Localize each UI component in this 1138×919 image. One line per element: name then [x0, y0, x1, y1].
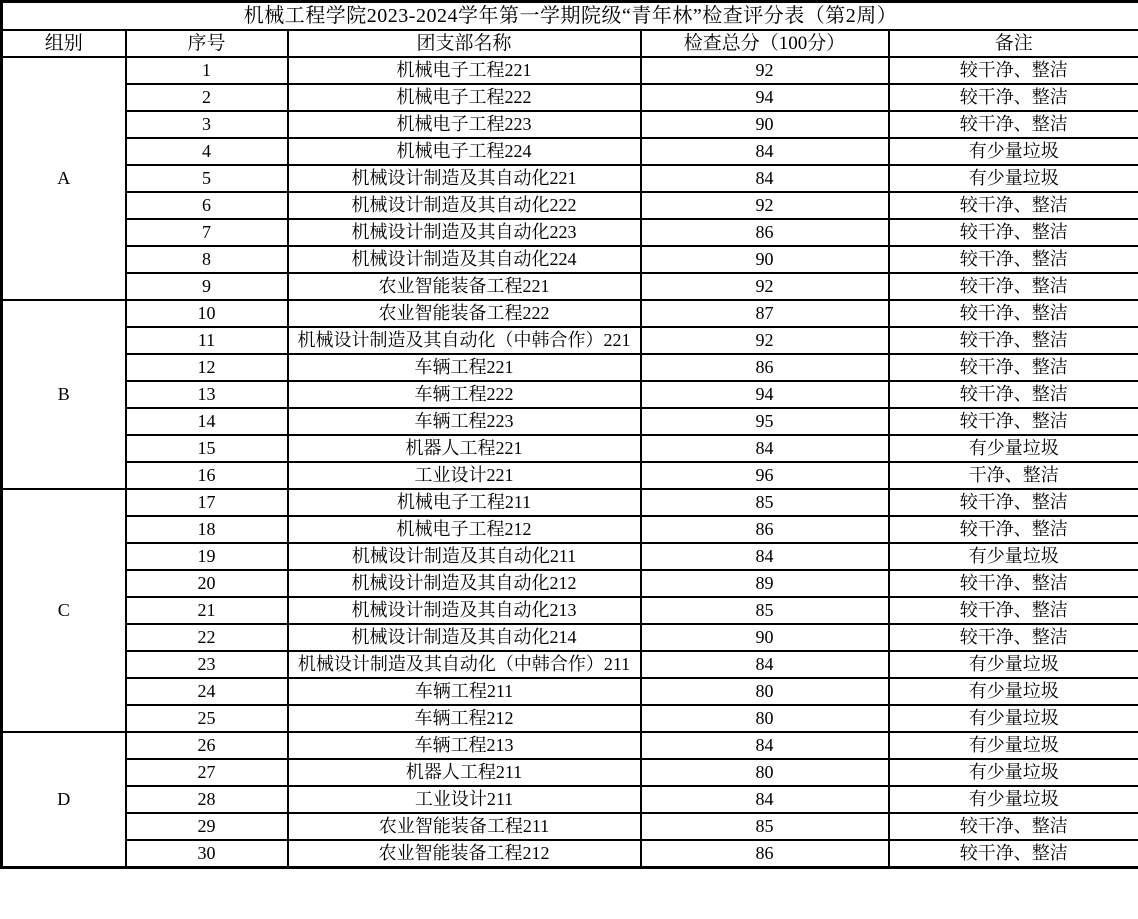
table-row — [2, 111, 1138, 138]
row-number-cell: 20 — [126, 570, 288, 597]
table-row — [2, 354, 1138, 381]
table-row — [2, 219, 1138, 246]
table-row — [2, 165, 1138, 192]
table-row — [2, 300, 1138, 327]
remark-cell: 有少量垃圾 — [889, 786, 1138, 813]
remark-cell: 较干净、整洁 — [889, 840, 1138, 868]
table-row — [2, 813, 1138, 840]
remark-cell: 较干净、整洁 — [889, 246, 1138, 273]
table-row — [2, 732, 1138, 759]
table-row — [2, 786, 1138, 813]
table-row — [2, 327, 1138, 354]
remark-cell: 较干净、整洁 — [889, 597, 1138, 624]
row-number-cell: 14 — [126, 408, 288, 435]
table-header-row — [2, 30, 1138, 57]
table-row — [2, 651, 1138, 678]
remark-cell: 较干净、整洁 — [889, 327, 1138, 354]
score-cell: 84 — [641, 435, 889, 462]
branch-name-cell: 农业智能装备工程211 — [288, 813, 641, 840]
branch-name-cell: 车辆工程223 — [288, 408, 641, 435]
score-cell: 92 — [641, 327, 889, 354]
column-header-branch-name: 团支部名称 — [288, 30, 641, 57]
score-cell: 80 — [641, 759, 889, 786]
row-number-cell: 26 — [126, 732, 288, 759]
score-cell: 94 — [641, 381, 889, 408]
score-cell: 85 — [641, 813, 889, 840]
table-row — [2, 597, 1138, 624]
branch-name-cell: 车辆工程212 — [288, 705, 641, 732]
remark-cell: 较干净、整洁 — [889, 354, 1138, 381]
score-cell: 86 — [641, 840, 889, 868]
table-row — [2, 435, 1138, 462]
remark-cell: 有少量垃圾 — [889, 732, 1138, 759]
score-cell: 85 — [641, 489, 889, 516]
row-number-cell: 4 — [126, 138, 288, 165]
remark-cell: 较干净、整洁 — [889, 408, 1138, 435]
row-number-cell: 24 — [126, 678, 288, 705]
branch-name-cell: 机械设计制造及其自动化222 — [288, 192, 641, 219]
score-cell: 90 — [641, 111, 889, 138]
group-cell: A — [2, 57, 126, 300]
branch-name-cell: 农业智能装备工程212 — [288, 840, 641, 868]
row-number-cell: 22 — [126, 624, 288, 651]
table-row — [2, 381, 1138, 408]
remark-cell: 较干净、整洁 — [889, 570, 1138, 597]
branch-name-cell: 机械设计制造及其自动化213 — [288, 597, 641, 624]
score-cell: 86 — [641, 516, 889, 543]
score-cell: 90 — [641, 624, 889, 651]
remark-cell: 较干净、整洁 — [889, 273, 1138, 300]
remark-cell: 有少量垃圾 — [889, 651, 1138, 678]
score-cell: 84 — [641, 732, 889, 759]
branch-name-cell: 车辆工程211 — [288, 678, 641, 705]
score-cell: 80 — [641, 705, 889, 732]
branch-name-cell: 机械设计制造及其自动化214 — [288, 624, 641, 651]
table-row — [2, 138, 1138, 165]
table-title-row — [2, 2, 1138, 31]
remark-cell: 有少量垃圾 — [889, 678, 1138, 705]
group-cell: B — [2, 300, 126, 489]
remark-cell: 较干净、整洁 — [889, 489, 1138, 516]
remark-cell: 有少量垃圾 — [889, 543, 1138, 570]
table-row — [2, 192, 1138, 219]
remark-cell: 有少量垃圾 — [889, 165, 1138, 192]
score-cell: 85 — [641, 597, 889, 624]
remark-cell: 较干净、整洁 — [889, 219, 1138, 246]
remark-cell: 较干净、整洁 — [889, 624, 1138, 651]
branch-name-cell: 机械电子工程224 — [288, 138, 641, 165]
table-row — [2, 705, 1138, 732]
branch-name-cell: 农业智能装备工程221 — [288, 273, 641, 300]
row-number-cell: 28 — [126, 786, 288, 813]
remark-cell: 较干净、整洁 — [889, 57, 1138, 84]
row-number-cell: 17 — [126, 489, 288, 516]
table-row — [2, 462, 1138, 489]
branch-name-cell: 机械设计制造及其自动化212 — [288, 570, 641, 597]
table-row — [2, 543, 1138, 570]
branch-name-cell: 机械设计制造及其自动化223 — [288, 219, 641, 246]
row-number-cell: 2 — [126, 84, 288, 111]
remark-cell: 较干净、整洁 — [889, 813, 1138, 840]
row-number-cell: 15 — [126, 435, 288, 462]
branch-name-cell: 机械电子工程221 — [288, 57, 641, 84]
branch-name-cell: 机器人工程211 — [288, 759, 641, 786]
column-header-score: 检查总分（100分） — [641, 30, 889, 57]
table-body — [2, 57, 1138, 868]
branch-name-cell: 工业设计221 — [288, 462, 641, 489]
table-row — [2, 678, 1138, 705]
branch-name-cell: 机器人工程221 — [288, 435, 641, 462]
branch-name-cell: 机械电子工程211 — [288, 489, 641, 516]
row-number-cell: 10 — [126, 300, 288, 327]
table-row — [2, 570, 1138, 597]
branch-name-cell: 机械设计制造及其自动化224 — [288, 246, 641, 273]
table-row — [2, 273, 1138, 300]
row-number-cell: 11 — [126, 327, 288, 354]
row-number-cell: 27 — [126, 759, 288, 786]
branch-name-cell: 机械电子工程222 — [288, 84, 641, 111]
remark-cell: 较干净、整洁 — [889, 111, 1138, 138]
row-number-cell: 29 — [126, 813, 288, 840]
table-row — [2, 516, 1138, 543]
score-cell: 95 — [641, 408, 889, 435]
row-number-cell: 23 — [126, 651, 288, 678]
row-number-cell: 12 — [126, 354, 288, 381]
branch-name-cell: 车辆工程222 — [288, 381, 641, 408]
score-cell: 92 — [641, 57, 889, 84]
remark-cell: 较干净、整洁 — [889, 300, 1138, 327]
score-cell: 80 — [641, 678, 889, 705]
branch-name-cell: 机械电子工程223 — [288, 111, 641, 138]
score-cell: 84 — [641, 543, 889, 570]
page-title: 机械工程学院2023-2024学年第一学期院级“青年林”检查评分表（第2周） — [2, 2, 1138, 31]
score-cell: 84 — [641, 786, 889, 813]
score-cell: 84 — [641, 165, 889, 192]
row-number-cell: 3 — [126, 111, 288, 138]
score-cell: 92 — [641, 192, 889, 219]
group-cell: C — [2, 489, 126, 732]
score-cell: 90 — [641, 246, 889, 273]
row-number-cell: 21 — [126, 597, 288, 624]
branch-name-cell: 工业设计211 — [288, 786, 641, 813]
remark-cell: 有少量垃圾 — [889, 759, 1138, 786]
score-cell: 94 — [641, 84, 889, 111]
row-number-cell: 1 — [126, 57, 288, 84]
column-header-remark: 备注 — [889, 30, 1138, 57]
table-row — [2, 624, 1138, 651]
row-number-cell: 16 — [126, 462, 288, 489]
table-row — [2, 84, 1138, 111]
branch-name-cell: 车辆工程213 — [288, 732, 641, 759]
branch-name-cell: 农业智能装备工程222 — [288, 300, 641, 327]
group-cell: D — [2, 732, 126, 868]
score-cell: 86 — [641, 219, 889, 246]
remark-cell: 较干净、整洁 — [889, 84, 1138, 111]
score-cell: 87 — [641, 300, 889, 327]
remark-cell: 较干净、整洁 — [889, 381, 1138, 408]
remark-cell: 有少量垃圾 — [889, 435, 1138, 462]
score-cell: 86 — [641, 354, 889, 381]
branch-name-cell: 机械设计制造及其自动化221 — [288, 165, 641, 192]
column-header-number: 序号 — [126, 30, 288, 57]
remark-cell: 较干净、整洁 — [889, 516, 1138, 543]
row-number-cell: 9 — [126, 273, 288, 300]
score-cell: 84 — [641, 138, 889, 165]
row-number-cell: 25 — [126, 705, 288, 732]
score-cell: 89 — [641, 570, 889, 597]
score-cell: 92 — [641, 273, 889, 300]
remark-cell: 有少量垃圾 — [889, 705, 1138, 732]
remark-cell: 有少量垃圾 — [889, 138, 1138, 165]
table-row — [2, 408, 1138, 435]
table-row — [2, 57, 1138, 84]
row-number-cell: 8 — [126, 246, 288, 273]
score-cell: 96 — [641, 462, 889, 489]
remark-cell: 较干净、整洁 — [889, 192, 1138, 219]
branch-name-cell: 机械设计制造及其自动化（中韩合作）211 — [288, 651, 641, 678]
branch-name-cell: 机械设计制造及其自动化211 — [288, 543, 641, 570]
branch-name-cell: 机械设计制造及其自动化（中韩合作）221 — [288, 327, 641, 354]
column-header-group: 组别 — [2, 30, 126, 57]
row-number-cell: 7 — [126, 219, 288, 246]
table-row — [2, 759, 1138, 786]
remark-cell: 干净、整洁 — [889, 462, 1138, 489]
score-cell: 84 — [641, 651, 889, 678]
table-row — [2, 246, 1138, 273]
branch-name-cell: 车辆工程221 — [288, 354, 641, 381]
row-number-cell: 18 — [126, 516, 288, 543]
row-number-cell: 6 — [126, 192, 288, 219]
row-number-cell: 30 — [126, 840, 288, 868]
table-row — [2, 840, 1138, 868]
row-number-cell: 13 — [126, 381, 288, 408]
row-number-cell: 19 — [126, 543, 288, 570]
row-number-cell: 5 — [126, 165, 288, 192]
branch-name-cell: 机械电子工程212 — [288, 516, 641, 543]
table-row — [2, 489, 1138, 516]
